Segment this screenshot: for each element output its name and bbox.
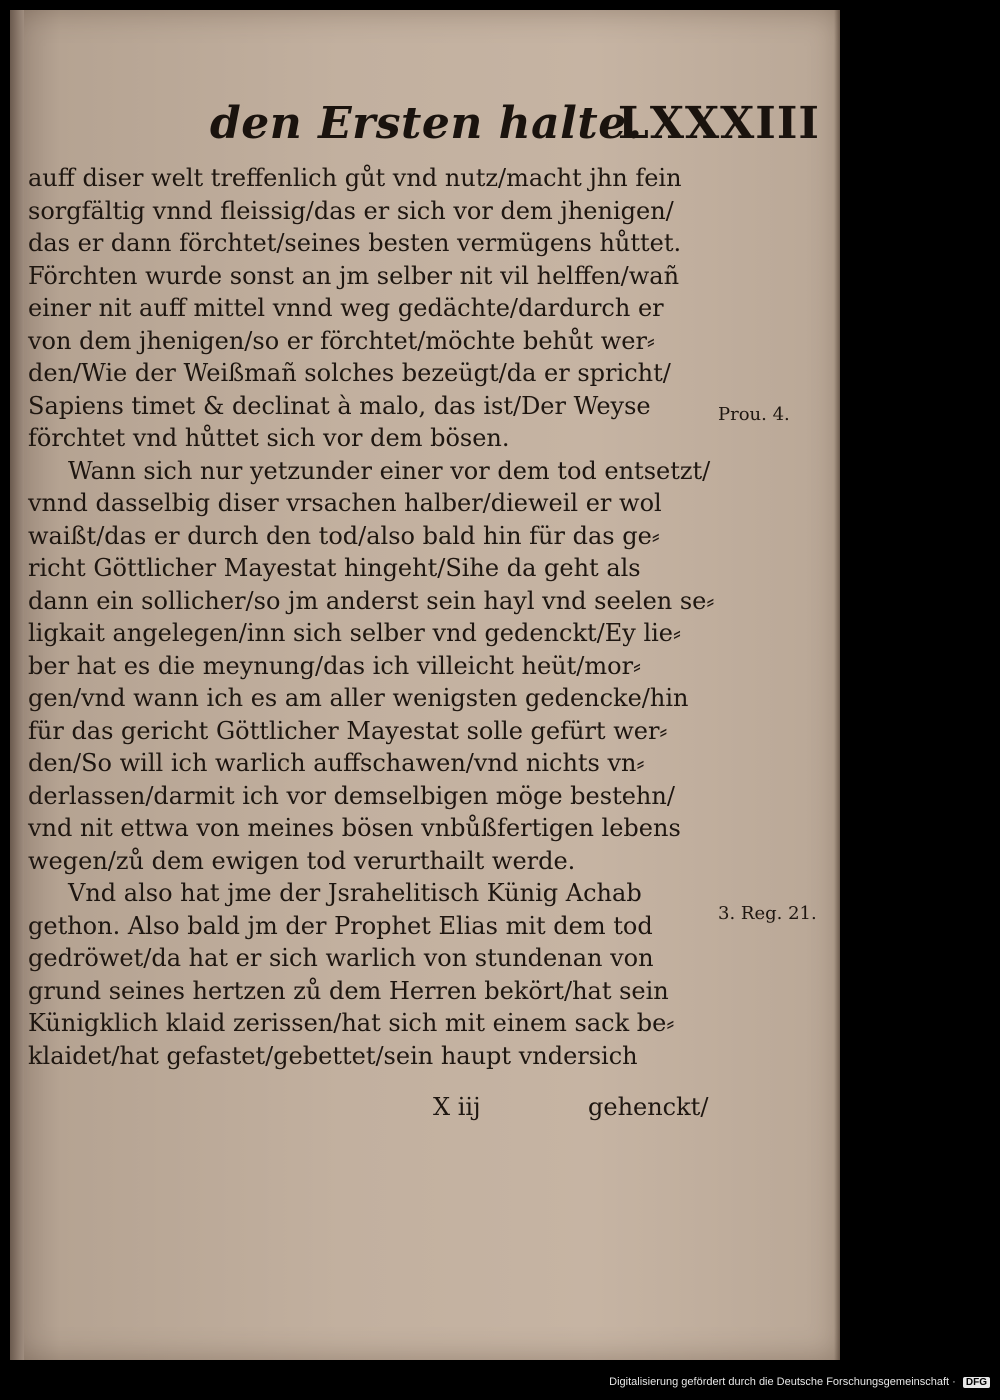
digitization-credit [609,1376,990,1396]
body-text [28,162,728,1072]
text-line: den/Wie der Weißmañ solches bezeügt/da er spricht/ [28,359,671,387]
text-line: förchtet vnd hůttet sich vor dem bösen. [28,424,510,452]
running-head: den Ersten halte. [210,98,643,149]
text-line: richt Göttlicher Mayestat hingeht/Sihe da geht als [28,554,641,582]
folio-number: LXXXIII [617,98,820,149]
dfg-logo: DFG [963,1377,990,1388]
paragraph-start-line: Vnd also hat jme der Jsrahelitisch Künig Achab [68,879,642,907]
text-line: gethon. Also bald jm der Prophet Elias mit dem tod [28,911,653,940]
paragraph-start-line: Wann sich nur yetzunder einer vor dem tod entsetzt/ [68,456,711,485]
text-line: sorgfältig vnnd fleissig/das er sich vor dem jhenigen/ [28,196,674,225]
credit-text: Digitalisierung gefördert durch die Deutsche Forschungsgemeinschaft · [609,1376,956,1388]
text-line: wegen/zů dem ewigen tod verurthailt werde. [28,846,576,875]
marginal-note-proverbs: Prou. 4. [718,404,790,425]
text-line: für das gericht Göttlicher Mayestat solle gefürt wer⸗ [28,716,668,745]
text-line: Sapiens timet & declinat à malo, das ist/Der Weyse [28,391,651,420]
text-line: das er dann förchtet/seines besten vermügens hůttet. [28,229,682,257]
text-line: derlassen/darmit ich vor demselbigen möge bestehn/ [28,781,675,810]
text-line: gen/vnd wann ich es am aller wenigsten gedencke/hin [28,684,689,712]
text-line: klaidet/hat gefastet/gebettet/sein haupt vndersich [28,1041,638,1070]
page-header [210,98,820,158]
text-line: vnd nit ettwa von meines bösen vnbůßfertigen lebens [28,814,681,842]
text-line: einer nit auff mittel vnnd weg gedächte/dardurch er [28,294,664,322]
signature-mark: X iij [433,1093,481,1121]
book-page [10,10,840,1360]
text-line: auff diser welt treffenlich gůt vnd nutz/macht jhn fein [28,164,682,192]
text-line: dann ein sollicher/so jm anderst sein hayl vnd seelen se⸗ [28,586,715,615]
text-line: ber hat es die meynung/das ich villeicht heüt/mor⸗ [28,651,642,680]
text-line: vnnd dasselbig diser vrsachen halber/dieweil er wol [28,489,662,517]
text-line: Förchten wurde sonst an jm selber nit vil helffen/wañ [28,261,680,290]
text-line: den/So will ich warlich auffschawen/vnd nichts vn⸗ [28,749,645,777]
text-line: grund seines hertzen zů dem Herren bekört/hat sein [28,976,669,1005]
text-line: Künigklich klaid zerissen/hat sich mit einem sack be⸗ [28,1009,675,1037]
page-gutter [10,10,24,1360]
text-line: waißt/das er durch den tod/also bald hin für das ge⸗ [28,521,660,550]
text-line: ligkait angelegen/inn sich selber vnd gedenckt/Ey lie⸗ [28,619,682,647]
page-edge [834,10,840,1360]
text-line: gedröwet/da hat er sich warlich von stundenan von [28,944,654,972]
text-line: von dem jhenigen/so er förchtet/möchte behůt wer⸗ [28,326,655,355]
catchword: gehenckt/ [588,1093,709,1121]
catch-line [28,1093,728,1127]
marginal-note-kings: 3. Reg. 21. [718,903,817,924]
